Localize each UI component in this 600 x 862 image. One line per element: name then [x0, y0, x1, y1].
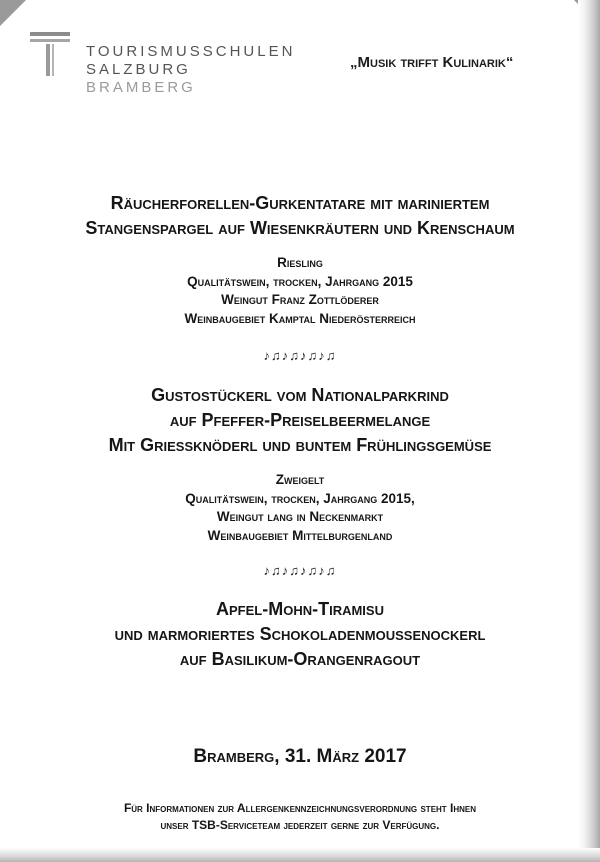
school-name: [86, 43, 295, 97]
music-notes-separator: ♪♫♪♫♪♫♪♫: [263, 563, 337, 578]
wine-line: Qualitätswein, trocken, Jahrgang 2015: [187, 273, 413, 289]
event-motto: „Musik trifft Kulinarik“: [350, 54, 514, 71]
wine-line: Riesling: [277, 255, 323, 270]
course-2-wine: [0, 471, 600, 545]
allergen-info-line: Für Informationen zur Allergenkennzeichnungsverordnung steht Ihnen: [123, 801, 477, 815]
wine-line: Weingut Franz Zottlöderer: [221, 292, 379, 307]
music-notes-separator: ♪♫♪♫♪♫♪♫: [263, 348, 337, 363]
dish-line: Räucherforellen-Gurkentatare mit mariniertem: [110, 193, 490, 213]
course-3-dish: [0, 597, 600, 672]
wine-line: Weinbaugebiet Kamptal Niederösterreich: [184, 310, 416, 326]
course-1-dish: [0, 191, 600, 241]
school-name-line: TOURISMUSSCHULEN: [86, 43, 296, 60]
wine-line: Qualitätswein, trocken, Jahrgang 2015,: [185, 490, 415, 506]
dish-line: auf Pfeffer-Preiselbeermelange: [169, 410, 431, 430]
dish-line: und marmoriertes Schokoladenmoussenockerl: [114, 624, 486, 644]
dish-line: Gustostückerl vom Nationalparkrind: [151, 385, 449, 405]
scan-edge-bottom: [0, 848, 600, 862]
scan-corner-top-left: [0, 0, 26, 26]
event-date: Bramberg, 31. März 2017: [193, 746, 407, 767]
allergen-info: [0, 800, 600, 834]
wine-line: Weingut lang in Neckenmarkt: [216, 509, 384, 524]
dish-line: Stangenspargel auf Wiesenkräutern und Krenschaum: [85, 218, 515, 238]
school-name-line: SALZBURG: [86, 61, 191, 78]
course-2-dish: [0, 383, 600, 458]
allergen-info-line: unser TSB-Serviceteam jederzeit gerne zur Verfügung.: [160, 818, 440, 832]
dish-line: auf Basilikum-Orangenragout: [179, 649, 421, 669]
school-logo-icon: [30, 32, 70, 76]
dish-line: Mit Grießknöderl und buntem Frühlingsgemüse: [108, 435, 492, 455]
dish-line: Apfel-Mohn-Tiramisu: [216, 599, 384, 619]
wine-line: Zweigelt: [275, 472, 325, 487]
school-name-line: BRAMBERG: [86, 79, 196, 96]
course-1-wine: [0, 254, 600, 328]
wine-line: Weinbaugebiet Mittelburgenland: [207, 527, 393, 543]
